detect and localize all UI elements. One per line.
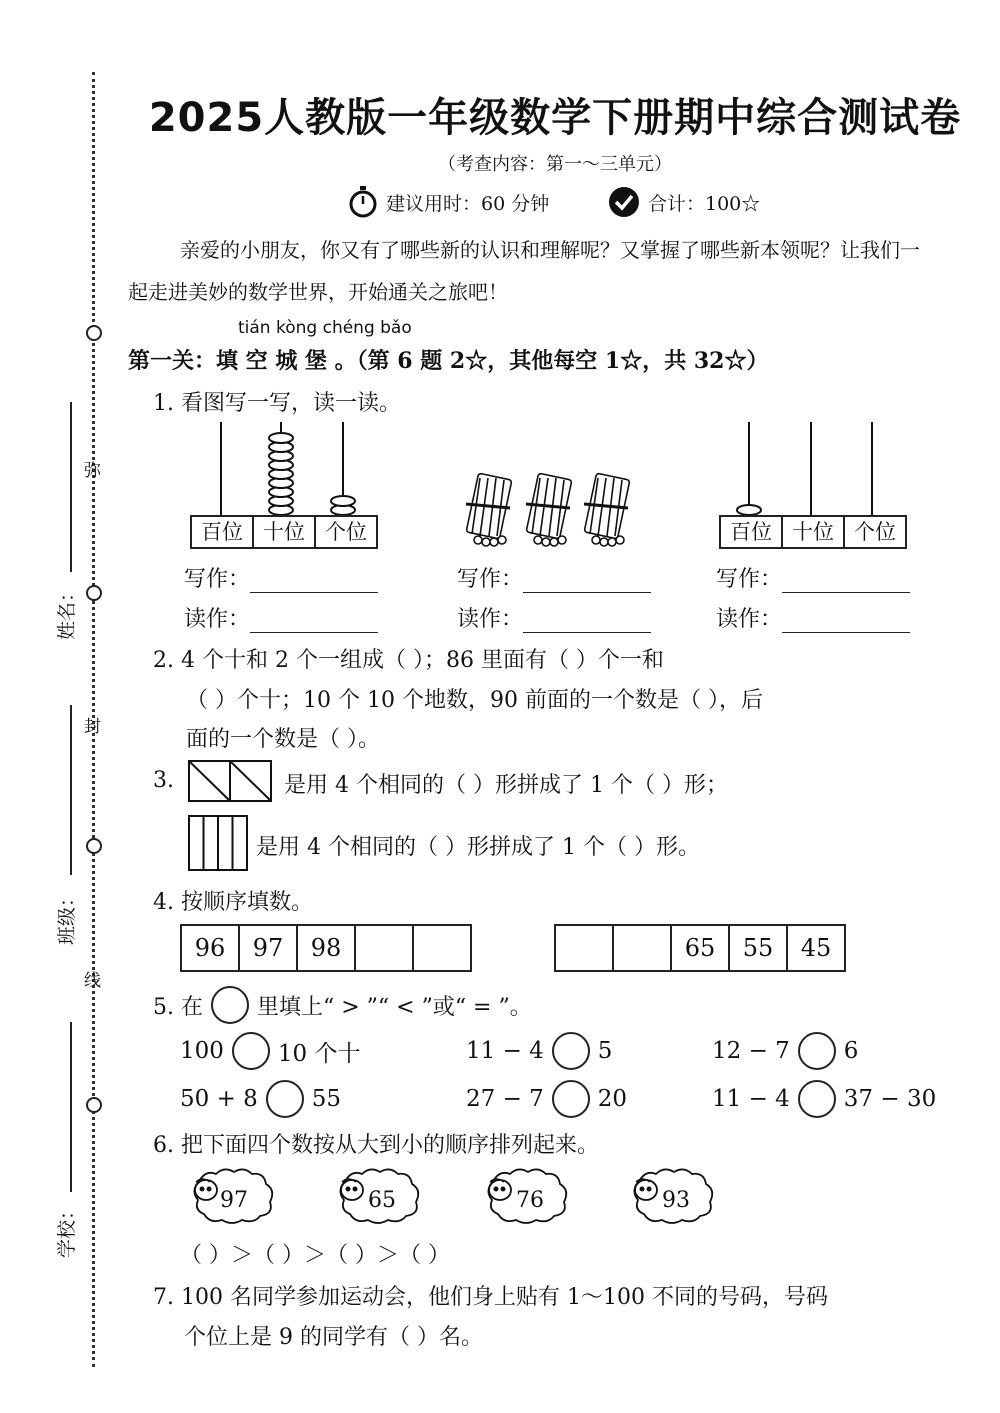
q1-write-3[interactable] — [716, 562, 910, 593]
compare-item — [712, 1080, 936, 1118]
q1-read-3[interactable] — [716, 602, 910, 633]
school-label: 学校： — [56, 1200, 78, 1258]
sheep-card — [626, 1168, 716, 1226]
sequence-blank-cell[interactable] — [614, 926, 672, 970]
section-pinyin: tián kòng chéng bǎo — [238, 318, 412, 338]
school-line[interactable] — [70, 1022, 72, 1192]
place-label-ones: 个位 — [325, 520, 367, 544]
q3-line-2: 是用 4 个相同的（ ）形拼成了 1 个（ ）形。 — [256, 835, 700, 860]
place-label-tens: 十位 — [783, 517, 845, 547]
compare-item — [466, 1032, 612, 1070]
place-label-ones: 个位 — [854, 520, 896, 544]
q2-line-1: 2. 4 个十和 2 个一组成（ ）；86 里面有（ ）个一和 — [153, 648, 664, 673]
q5-text — [153, 986, 532, 1024]
compare-circle[interactable] — [798, 1032, 836, 1070]
stick-bundles — [462, 466, 642, 552]
sheep-card — [480, 1168, 570, 1226]
sheep-number: 76 — [516, 1188, 544, 1213]
answer-blank[interactable] — [250, 572, 378, 593]
write-label: 写作： — [716, 567, 783, 592]
total-info — [608, 186, 760, 218]
write-label: 写作： — [184, 567, 251, 592]
answer-blank[interactable] — [250, 612, 378, 633]
q3-line-1: 是用 4 个相同的（ ）形拼成了 1 个（ ）形； — [284, 773, 728, 798]
compare-circle[interactable] — [798, 1080, 836, 1118]
sheep-number: 93 — [662, 1188, 690, 1213]
sequence-cell: 45 — [800, 934, 832, 962]
intro-line-1: 亲爱的小朋友，你又有了哪些新的认识和理解呢？又掌握了哪些新本领呢？让我们一 — [180, 238, 920, 262]
answer-blank[interactable] — [523, 572, 651, 593]
compare-right: 5 — [597, 1038, 613, 1064]
binding-hole — [86, 1097, 102, 1113]
binding-hole — [86, 585, 102, 601]
compare-item — [712, 1032, 858, 1070]
place-label-hundreds: 百位 — [721, 517, 783, 547]
q2-line-2: （ ）个十；10 个 10 个地数，90 前面的一个数是（ ），后 — [186, 688, 763, 713]
sequence-cell: 65 — [672, 926, 730, 970]
stick-bundle-icon — [584, 473, 630, 546]
class-label: 班级： — [56, 887, 78, 945]
compare-circle[interactable] — [552, 1032, 590, 1070]
sheep-card — [186, 1168, 276, 1226]
q1-read-1[interactable] — [184, 602, 378, 633]
seal-char: 封 — [84, 717, 101, 737]
q4-text: 4. 按顺序填数。 — [153, 890, 313, 915]
q6-answer[interactable]: （ ）＞（ ）＞（ ）＞（ ） — [180, 1243, 450, 1268]
abacus-2 — [718, 418, 918, 518]
compare-right: 37 − 30 — [843, 1086, 937, 1112]
compare-item — [180, 1032, 360, 1070]
compare-left: 27 − 7 — [466, 1086, 544, 1112]
sheep-number: 97 — [220, 1188, 248, 1213]
total-label: 合计：100☆ — [648, 192, 761, 215]
q5-text-before: 5. 在 — [153, 994, 203, 1020]
page-subtitle: （考查内容：第一～三单元） — [438, 154, 672, 175]
compare-left: 11 − 4 — [712, 1086, 790, 1112]
sequence-blank-cell[interactable] — [556, 926, 614, 970]
place-value-labels-2 — [719, 515, 907, 549]
time-info — [348, 186, 549, 218]
q6-text: 6. 把下面四个数按从大到小的顺序排列起来。 — [153, 1133, 599, 1158]
compare-right: 6 — [843, 1038, 859, 1064]
compare-right: 20 — [597, 1086, 628, 1112]
class-line[interactable] — [70, 705, 72, 875]
sequence-blank-cell[interactable] — [414, 926, 470, 970]
q5-text-after: 里填上“ > ”“ < ”或“ = ”。 — [256, 994, 532, 1020]
compare-right: 55 — [311, 1086, 342, 1112]
sequence-row-2 — [554, 924, 846, 972]
check-circle-icon — [608, 186, 640, 218]
stopwatch-icon — [348, 186, 378, 218]
place-label-hundreds: 百位 — [192, 517, 254, 547]
read-label: 读作： — [716, 607, 783, 632]
place-value-labels-1 — [190, 515, 378, 549]
sheep-card — [332, 1168, 422, 1226]
name-label: 姓名： — [56, 582, 78, 640]
sequence-cell: 97 — [240, 926, 298, 970]
answer-blank[interactable] — [782, 612, 910, 633]
seal-char: 弥 — [84, 461, 101, 481]
binding-hole — [86, 325, 102, 341]
triangles-square-figure — [188, 760, 272, 802]
compare-left: 50 + 8 — [180, 1086, 258, 1112]
compare-right: 10 个十 — [277, 1040, 361, 1067]
seal-char: 线 — [84, 971, 101, 991]
q1-text: 1. 看图写一写，读一读。 — [153, 391, 401, 416]
binding-hole — [86, 838, 102, 854]
compare-left: 12 − 7 — [712, 1038, 790, 1064]
compare-circle[interactable] — [266, 1080, 304, 1118]
intro-line-2: 起走进美妙的数学世界，开始通关之旅吧！ — [128, 280, 508, 304]
q2-line-3: 面的一个数是（ ）。 — [186, 727, 380, 752]
sequence-cell: 96 — [182, 926, 240, 970]
sequence-cell: 98 — [298, 926, 356, 970]
rectangles-square-figure — [188, 815, 248, 871]
name-line[interactable] — [70, 402, 72, 572]
write-label: 写作： — [457, 567, 524, 592]
q1-write-1[interactable] — [184, 562, 378, 593]
circle-icon — [211, 986, 249, 1024]
sequence-blank-cell[interactable] — [356, 926, 414, 970]
answer-blank[interactable] — [782, 572, 910, 593]
compare-circle[interactable] — [552, 1080, 590, 1118]
compare-left: 100 — [180, 1038, 224, 1064]
stick-bundle-icon — [466, 473, 512, 546]
compare-circle[interactable] — [232, 1032, 270, 1070]
read-label: 读作： — [184, 607, 251, 632]
place-label-tens: 十位 — [254, 517, 316, 547]
q3-label: 3. — [153, 768, 174, 793]
sequence-row-1 — [180, 924, 472, 972]
section-title: 第一关：填 空 城 堡 。（第 6 题 2☆，其他每空 1☆，共 32☆） — [128, 348, 769, 374]
time-label: 建议用时：60 分钟 — [386, 192, 550, 215]
stick-bundle-icon — [526, 473, 572, 546]
q7-line-1: 7. 100 名同学参加运动会，他们身上贴有 1～100 不同的号码，号码 — [153, 1285, 828, 1310]
compare-item — [466, 1080, 627, 1118]
page-title: 2025人教版一年级数学下册期中综合测试卷 — [148, 95, 962, 141]
sheep-number: 65 — [368, 1188, 396, 1213]
abacus-1 — [180, 418, 380, 518]
compare-left: 11 − 4 — [466, 1038, 544, 1064]
sequence-cell: 55 — [730, 926, 788, 970]
q1-write-2[interactable] — [457, 562, 651, 593]
read-label: 读作： — [457, 607, 524, 632]
compare-item — [180, 1080, 341, 1118]
q7-line-2: 个位上是 9 的同学有（ ）名。 — [184, 1325, 483, 1350]
q1-read-2[interactable] — [457, 602, 651, 633]
answer-blank[interactable] — [523, 612, 651, 633]
